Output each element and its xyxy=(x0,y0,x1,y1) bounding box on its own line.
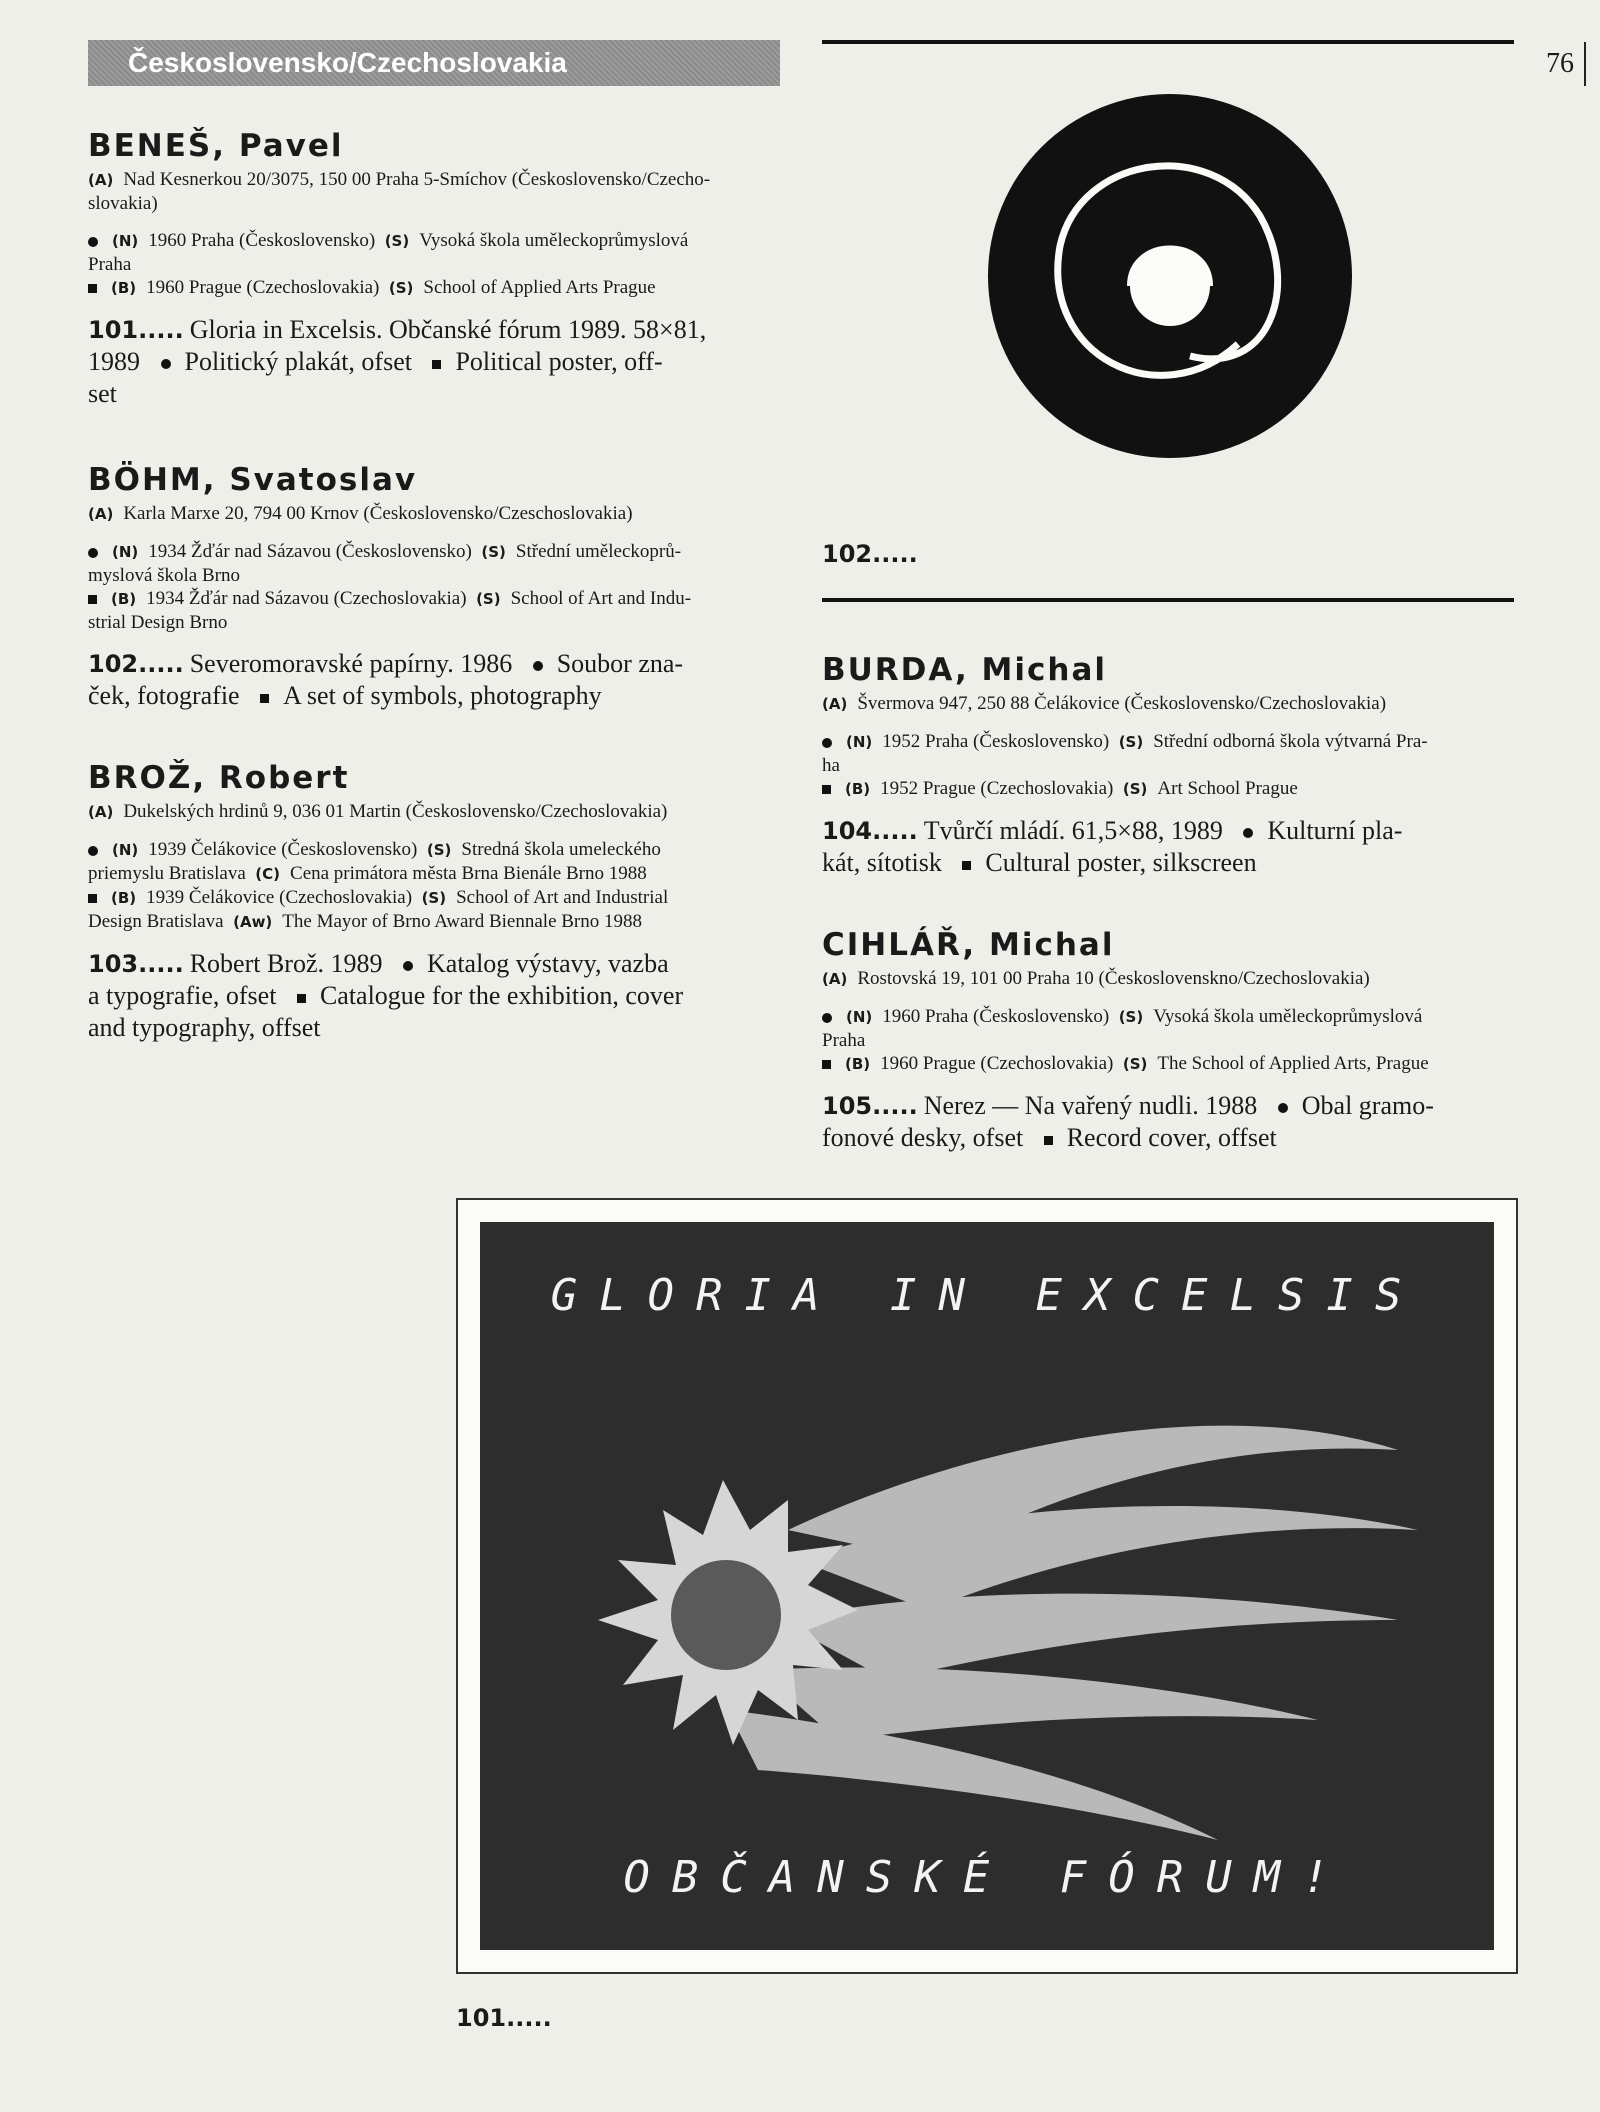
work-desc-en: A set of symbols, photography xyxy=(283,681,602,710)
work-title: Nerez — Na vařený nudli. 1988 xyxy=(923,1091,1258,1120)
school-en-cont: strial Design Brno xyxy=(88,612,228,633)
address-cont: slovakia) xyxy=(88,193,158,214)
school-text: Střední odborná škola výtvarná Pra- xyxy=(1153,731,1428,752)
right-column xyxy=(822,652,1514,1154)
section-header: Československo/Czechoslovakia xyxy=(88,40,780,86)
work-desc-cz-cont: kát, sítotisk xyxy=(822,848,942,877)
school-cont: Praha xyxy=(822,1030,866,1051)
born-tag: (N) xyxy=(112,841,139,859)
artist-name: BROŽ, Robert xyxy=(88,760,350,796)
born-en-tag: (B) xyxy=(111,590,137,608)
born-en-text: 1952 Prague (Czechoslovakia) xyxy=(880,778,1114,799)
work-line: and typography, offset xyxy=(88,1013,321,1042)
born-tag: (N) xyxy=(846,1008,873,1026)
school-en-tag: (S) xyxy=(1122,780,1148,798)
born-en-text: 1934 Žďár nad Sázavou (Czechoslovakia) xyxy=(146,588,467,609)
poster-top-text: GLORIA IN EXCELSIS xyxy=(550,1270,1424,1321)
bullet-icon xyxy=(1278,1103,1288,1113)
work-year: 1989 xyxy=(88,347,140,376)
bullet-icon xyxy=(88,548,98,558)
work-line: set xyxy=(88,379,117,408)
square-icon xyxy=(962,861,971,870)
award-text: Cena primátora města Brna Bienále Brno 1988 xyxy=(290,863,647,884)
square-icon xyxy=(1044,1136,1053,1145)
work-number: 101..... xyxy=(88,316,184,344)
work-desc-en: Cultural poster, silkscreen xyxy=(985,848,1257,877)
bullet-icon xyxy=(822,1013,832,1023)
bullet-icon xyxy=(533,661,543,671)
bullet-icon xyxy=(822,738,832,748)
work-desc-cz: Obal gramo- xyxy=(1301,1091,1434,1120)
poster-image xyxy=(458,1200,1516,1972)
logo-bottom-rule xyxy=(822,598,1514,602)
school-en-tag: (S) xyxy=(476,590,501,608)
school-en-text: The School of Applied Arts, Prague xyxy=(1157,1053,1429,1074)
work-desc-en: Catalogue for the exhibition, cover xyxy=(319,981,684,1010)
award-en-tag: (Aw) xyxy=(233,913,273,931)
address: Dukelských hrdinů 9, 036 01 Martin (Československo/Czechoslovakia) xyxy=(123,801,668,822)
school-cont: priemyslu Bratislava xyxy=(88,863,246,884)
school-tag: (S) xyxy=(384,232,410,250)
work-desc-cz-cont: a typografie, ofset xyxy=(88,981,277,1010)
school-tag: (S) xyxy=(426,841,452,859)
address: Švermova 947, 250 88 Čelákovice (Československo/Czechoslovakia) xyxy=(857,693,1387,714)
artist-name: BENEŠ, Pavel xyxy=(88,128,344,164)
bullet-icon xyxy=(88,237,98,247)
entry-cihlar xyxy=(822,927,1514,1154)
school-text: Vysoká škola uměleckoprůmyslová xyxy=(1153,1006,1423,1027)
school-text: Stredná škola umeleckého xyxy=(461,839,661,860)
born-en-text: 1960 Prague (Czechoslovakia) xyxy=(880,1053,1114,1074)
square-icon xyxy=(822,785,831,794)
address-tag: (A) xyxy=(88,803,114,821)
school-en-text: School of Art and Industrial xyxy=(456,887,669,908)
born-text: 1952 Praha (Československo) xyxy=(882,731,1110,752)
school-text: Střední uměleckoprů- xyxy=(515,541,682,562)
poster-frame xyxy=(456,1198,1518,1974)
work-desc-cz-cont: ček, fotografie xyxy=(88,681,240,710)
work-desc-cz: Politický plakát, ofset xyxy=(184,347,412,376)
entry-benes xyxy=(88,128,780,410)
artist-name: BÖHM, Svatoslav xyxy=(88,462,418,498)
work-desc-en: Political poster, off- xyxy=(455,347,663,376)
school-en-tag: (S) xyxy=(1122,1055,1148,1073)
comet-core xyxy=(671,1560,781,1670)
born-tag: (N) xyxy=(846,733,873,751)
award-en-text: The Mayor of Brno Award Biennale Brno 1988 xyxy=(282,911,643,932)
award-tag: (C) xyxy=(255,865,281,883)
entry-broz xyxy=(88,760,780,1044)
school-en-tag: (S) xyxy=(421,889,447,907)
work-number: 105..... xyxy=(822,1092,918,1120)
address: Nad Kesnerkou 20/3075, 150 00 Praha 5-Smíchov (Československo/Czecho- xyxy=(123,169,711,190)
address: Karla Marxe 20, 794 00 Krnov (Československo/Czeschoslovakia) xyxy=(123,503,633,524)
artist-name: BURDA, Michal xyxy=(822,652,1108,688)
bullet-icon xyxy=(88,846,98,856)
address-tag: (A) xyxy=(822,970,848,988)
school-tag: (S) xyxy=(1118,1008,1144,1026)
work-number: 103..... xyxy=(88,950,184,978)
poster-bottom-text: OBČANSKÉ FÓRUM! xyxy=(623,1852,1351,1903)
work-desc-cz-cont: fonové desky, ofset xyxy=(822,1123,1024,1152)
artist-name: CIHLÁŘ, Michal xyxy=(822,927,1115,963)
work-title: Robert Brož. 1989 xyxy=(189,949,383,978)
born-en-text: 1960 Prague (Czechoslovakia) xyxy=(146,277,380,298)
work-number: 102..... xyxy=(88,650,184,678)
square-icon xyxy=(88,595,97,604)
school-cont: Praha xyxy=(88,254,132,275)
school-cont: myslová škola Brno xyxy=(88,565,240,586)
bullet-icon xyxy=(1243,828,1253,838)
entry-burda xyxy=(822,652,1514,879)
born-tag: (N) xyxy=(112,543,139,561)
work-number: 104..... xyxy=(822,817,918,845)
born-text: 1939 Čelákovice (Československo) xyxy=(148,839,418,860)
school-tag: (S) xyxy=(1118,733,1144,751)
square-icon xyxy=(297,994,306,1003)
born-text: 1960 Praha (Československo) xyxy=(882,1006,1110,1027)
bullet-icon xyxy=(161,359,171,369)
work-desc-cz: Katalog výstavy, vazba xyxy=(427,949,669,978)
born-en-tag: (B) xyxy=(845,780,871,798)
born-text: 1960 Praha (Československo) xyxy=(148,230,376,251)
born-en-tag: (B) xyxy=(111,279,137,297)
square-icon xyxy=(88,894,97,903)
square-icon xyxy=(822,1060,831,1069)
school-cont: ha xyxy=(822,755,840,776)
entry-bohm xyxy=(88,462,780,712)
born-text: 1934 Žďár nad Sázavou (Československo) xyxy=(148,541,472,562)
address-tag: (A) xyxy=(88,171,114,189)
page-number-rule xyxy=(1584,42,1586,86)
school-en-text: Art School Prague xyxy=(1157,778,1298,799)
address-tag: (A) xyxy=(88,505,114,523)
school-en-text: School of Applied Arts Prague xyxy=(423,277,656,298)
work-line: Gloria in Excelsis. Občanské fórum 1989. 58×81, xyxy=(189,315,707,344)
work-title: Tvůrčí mládí. 61,5×88, 1989 xyxy=(923,816,1223,845)
logo-image xyxy=(980,86,1360,466)
square-icon xyxy=(432,360,441,369)
left-column xyxy=(88,128,780,1044)
address-tag: (A) xyxy=(822,695,848,713)
work-desc-cz: Soubor zna- xyxy=(556,649,684,678)
born-en-text: 1939 Čelákovice (Czechoslovakia) xyxy=(146,887,413,908)
school-en-cont: Design Bratislava xyxy=(88,911,224,932)
work-desc-cz: Kulturní pla- xyxy=(1267,816,1403,845)
school-en-tag: (S) xyxy=(388,279,414,297)
page-number: 76 xyxy=(1546,48,1574,79)
address: Rostovská 19, 101 00 Praha 10 (Československnо/Czechoslovakia) xyxy=(857,968,1370,989)
school-en-text: School of Art and Indu- xyxy=(510,588,692,609)
top-rule xyxy=(822,40,1514,44)
square-icon xyxy=(260,694,269,703)
work-desc-en: Record cover, offset xyxy=(1066,1123,1277,1152)
square-icon xyxy=(88,284,97,293)
born-en-tag: (B) xyxy=(845,1055,871,1073)
bullet-icon xyxy=(403,961,413,971)
poster-caption: 101..... xyxy=(456,2004,552,2032)
logo-caption: 102..... xyxy=(822,540,918,568)
born-tag: (N) xyxy=(112,232,139,250)
school-tag: (S) xyxy=(481,543,506,561)
born-en-tag: (B) xyxy=(111,889,137,907)
work-title: Severomoravské papírny. 1986 xyxy=(189,649,513,678)
school-text: Vysoká škola uměleckoprůmyslová xyxy=(419,230,689,251)
